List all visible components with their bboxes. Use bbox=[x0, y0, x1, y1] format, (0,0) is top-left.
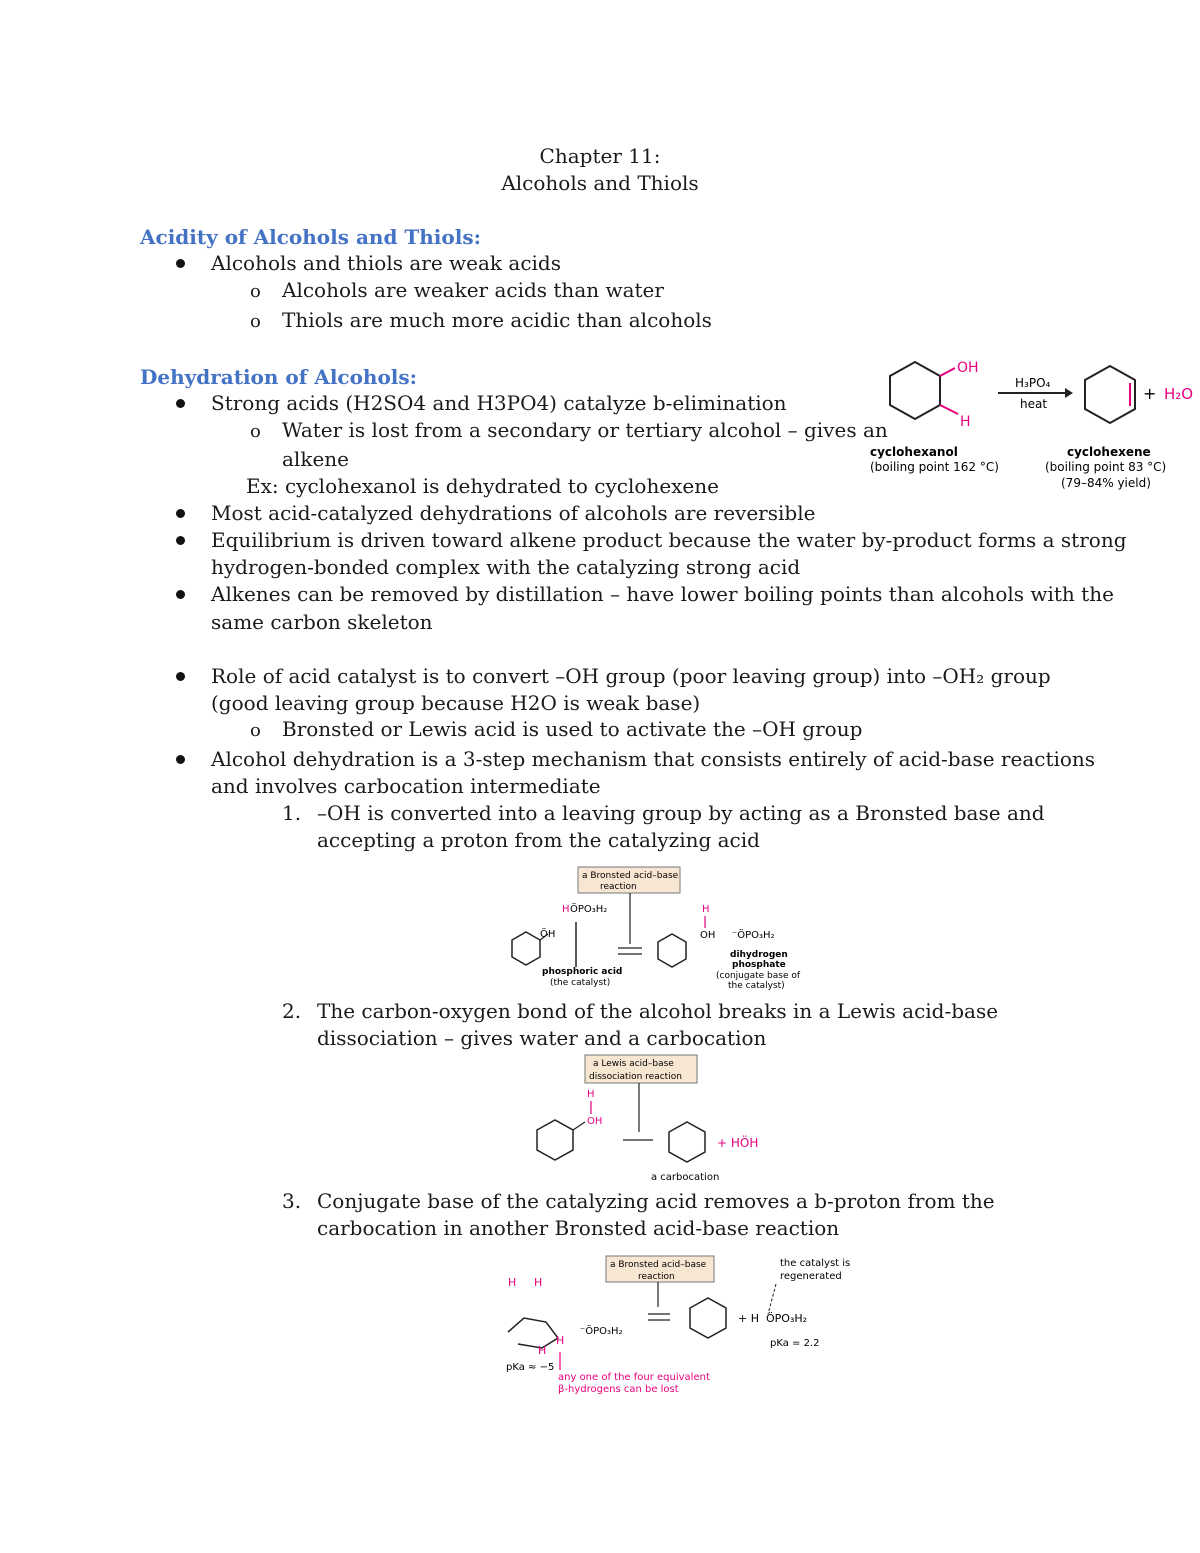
protonated-alcohol-ring bbox=[537, 1120, 573, 1160]
catalyst-note: the catalyst is bbox=[780, 1258, 851, 1269]
section-heading-dehydration: Dehydration of Alcohols: bbox=[140, 365, 418, 389]
sub-bullet-text: Alcohols are weaker acids than water bbox=[282, 278, 664, 302]
bullet-marker bbox=[176, 259, 185, 268]
h-label: H bbox=[960, 414, 971, 430]
sub-bullet-text: alkene bbox=[282, 447, 349, 471]
bullet-text: hydrogen-bonded complex with the catalyzing strong acid bbox=[211, 555, 801, 579]
step-text: accepting a proton from the catalyzing acid bbox=[317, 828, 760, 852]
acid-name: phosphoric acid bbox=[542, 967, 623, 977]
product-name: cyclohexene bbox=[1067, 445, 1151, 459]
beta-hydrogen-note: any one of the four equivalent bbox=[558, 1372, 710, 1383]
step-number: 1. bbox=[282, 801, 302, 825]
water-label: + HÖH bbox=[717, 1136, 759, 1150]
box-label: a Lewis acid–base bbox=[593, 1059, 674, 1069]
step2-mechanism-figure bbox=[525, 1052, 785, 1187]
bullet-text: Equilibrium is driven toward alkene product because the water by-product forms a strong bbox=[211, 528, 1127, 552]
arrow-head bbox=[1065, 388, 1073, 398]
pka-right: pKa = 2.2 bbox=[770, 1338, 820, 1349]
acid-role: (the catalyst) bbox=[550, 978, 611, 988]
step1-mechanism-figure bbox=[490, 862, 810, 994]
bullet-text: and involves carbocation intermediate bbox=[211, 774, 601, 798]
pointer-line bbox=[768, 1284, 776, 1314]
step-number: 3. bbox=[282, 1189, 302, 1213]
product-name: dihydrogen bbox=[730, 950, 788, 960]
box-label: a Bronsted acid–base bbox=[610, 1260, 707, 1270]
sub-bullet-marker: o bbox=[250, 421, 261, 442]
base-label: ⁻ÖPO₃H₂ bbox=[580, 1326, 623, 1337]
sub-bullet-text: Bronsted or Lewis acid is used to activate the –OH group bbox=[282, 717, 863, 741]
bullet-text: (good leaving group because H2O is weak base) bbox=[211, 691, 701, 715]
cyclohexanol-dehydration-figure bbox=[860, 350, 1200, 500]
reactant-bp: (boiling point 162 °C) bbox=[870, 460, 999, 474]
box-label: reaction bbox=[600, 882, 637, 892]
cyclohexanol-ring bbox=[512, 932, 540, 965]
sub-bullet-marker: o bbox=[250, 720, 261, 741]
example-text: Ex: cyclohexanol is dehydrated to cyclohexene bbox=[246, 474, 719, 498]
base-label: ⁻ÖPO₃H₂ bbox=[732, 930, 775, 941]
h-label: H bbox=[587, 1089, 595, 1100]
h-label: H bbox=[538, 1344, 547, 1357]
product-note: (conjugate base of bbox=[716, 971, 801, 981]
oh-bond bbox=[940, 368, 955, 376]
h-label: H bbox=[534, 1276, 543, 1289]
cyclohexene-ring bbox=[1085, 366, 1135, 423]
box-label: a Bronsted acid–base bbox=[582, 871, 679, 881]
step3-mechanism-figure bbox=[498, 1252, 870, 1400]
step-text: carbocation in another Bronsted acid-base reaction bbox=[317, 1216, 840, 1240]
h-label: H bbox=[556, 1334, 565, 1347]
bullet-marker bbox=[176, 590, 185, 599]
plus-sign: + bbox=[1143, 384, 1157, 403]
step-text: dissociation – gives water and a carbocation bbox=[317, 1026, 767, 1050]
page-title: Alcohols and Thiols bbox=[501, 171, 699, 195]
cyclohexene-ring bbox=[690, 1298, 726, 1338]
catalyst-note: regenerated bbox=[780, 1271, 842, 1282]
h-bond bbox=[940, 405, 958, 414]
section-heading-acidity: Acidity of Alcohols and Thiols: bbox=[140, 225, 481, 249]
product-name: phosphate bbox=[732, 960, 786, 970]
bullet-text: same carbon skeleton bbox=[211, 610, 433, 634]
carbocation-ring bbox=[508, 1318, 558, 1348]
box-label: reaction bbox=[638, 1272, 675, 1282]
sub-bullet-marker: o bbox=[250, 311, 261, 332]
reagent-label: H₃PO₄ bbox=[1015, 376, 1051, 390]
condition-label: heat bbox=[1020, 397, 1048, 411]
oh-label: OH bbox=[700, 930, 716, 941]
cyclohexanol-ring bbox=[890, 362, 940, 419]
cyclohexanol-ring-protonated bbox=[658, 934, 686, 967]
bullet-text: Alkenes can be removed by distillation – have lower boiling points than alcohols with the bbox=[211, 582, 1114, 606]
yield-label: (79–84% yield) bbox=[1061, 476, 1151, 490]
product-bp: (boiling point 83 °C) bbox=[1045, 460, 1167, 474]
sub-bullet-text: Thiols are much more acidic than alcohols bbox=[282, 308, 712, 332]
step-text: The carbon-oxygen bond of the alcohol breaks in a Lewis acid-base bbox=[317, 999, 999, 1023]
reactant-name: cyclohexanol bbox=[870, 445, 958, 459]
bullet-marker bbox=[176, 755, 185, 764]
acid-label: ÖPO₃H₂ bbox=[766, 1312, 808, 1325]
oh-label: ÖH bbox=[540, 929, 556, 940]
chapter-number: Chapter 11: bbox=[539, 144, 661, 168]
h-label: H bbox=[508, 1276, 517, 1289]
bullet-text: Alcohols and thiols are weak acids bbox=[211, 251, 561, 275]
beta-hydrogen-note: β-hydrogens can be lost bbox=[558, 1384, 679, 1395]
oh-label: OH bbox=[587, 1116, 603, 1127]
oh-label: OH bbox=[957, 360, 979, 376]
bullet-marker bbox=[176, 672, 185, 681]
h-label: H bbox=[562, 904, 570, 915]
acid-label: ÖPO₃H₂ bbox=[570, 904, 608, 915]
h-label: H bbox=[702, 904, 710, 915]
carbocation-ring bbox=[669, 1122, 705, 1162]
bullet-text: Most acid-catalyzed dehydrations of alcohols are reversible bbox=[211, 501, 816, 525]
sub-bullet-marker: o bbox=[250, 281, 261, 302]
carbocation-caption: a carbocation bbox=[651, 1172, 720, 1183]
bullet-marker bbox=[176, 536, 185, 545]
product-note: the catalyst) bbox=[728, 981, 785, 991]
step-number: 2. bbox=[282, 999, 302, 1023]
sub-bullet-text: Water is lost from a secondary or tertiary alcohol – gives an bbox=[282, 418, 888, 442]
water-label: H₂O bbox=[1164, 385, 1194, 403]
bullet-text: Strong acids (H2SO4 and H3PO4) catalyze b-elimination bbox=[211, 391, 787, 415]
pka-left: pKa ≈ −5 bbox=[506, 1362, 555, 1373]
bullet-text: Role of acid catalyst is to convert –OH group (poor leaving group) into –OH₂ group bbox=[211, 664, 1051, 688]
bullet-marker bbox=[176, 399, 185, 408]
bullet-marker bbox=[176, 509, 185, 518]
box-label: dissociation reaction bbox=[589, 1072, 682, 1082]
step-text: –OH is converted into a leaving group by acting as a Bronsted base and bbox=[317, 801, 1045, 825]
step-text: Conjugate base of the catalyzing acid removes a b-proton from the bbox=[317, 1189, 995, 1213]
co-bond bbox=[573, 1122, 585, 1130]
plus-h-label: + H bbox=[738, 1312, 759, 1325]
bullet-text: Alcohol dehydration is a 3-step mechanism that consists entirely of acid-base reactions bbox=[211, 747, 1096, 771]
